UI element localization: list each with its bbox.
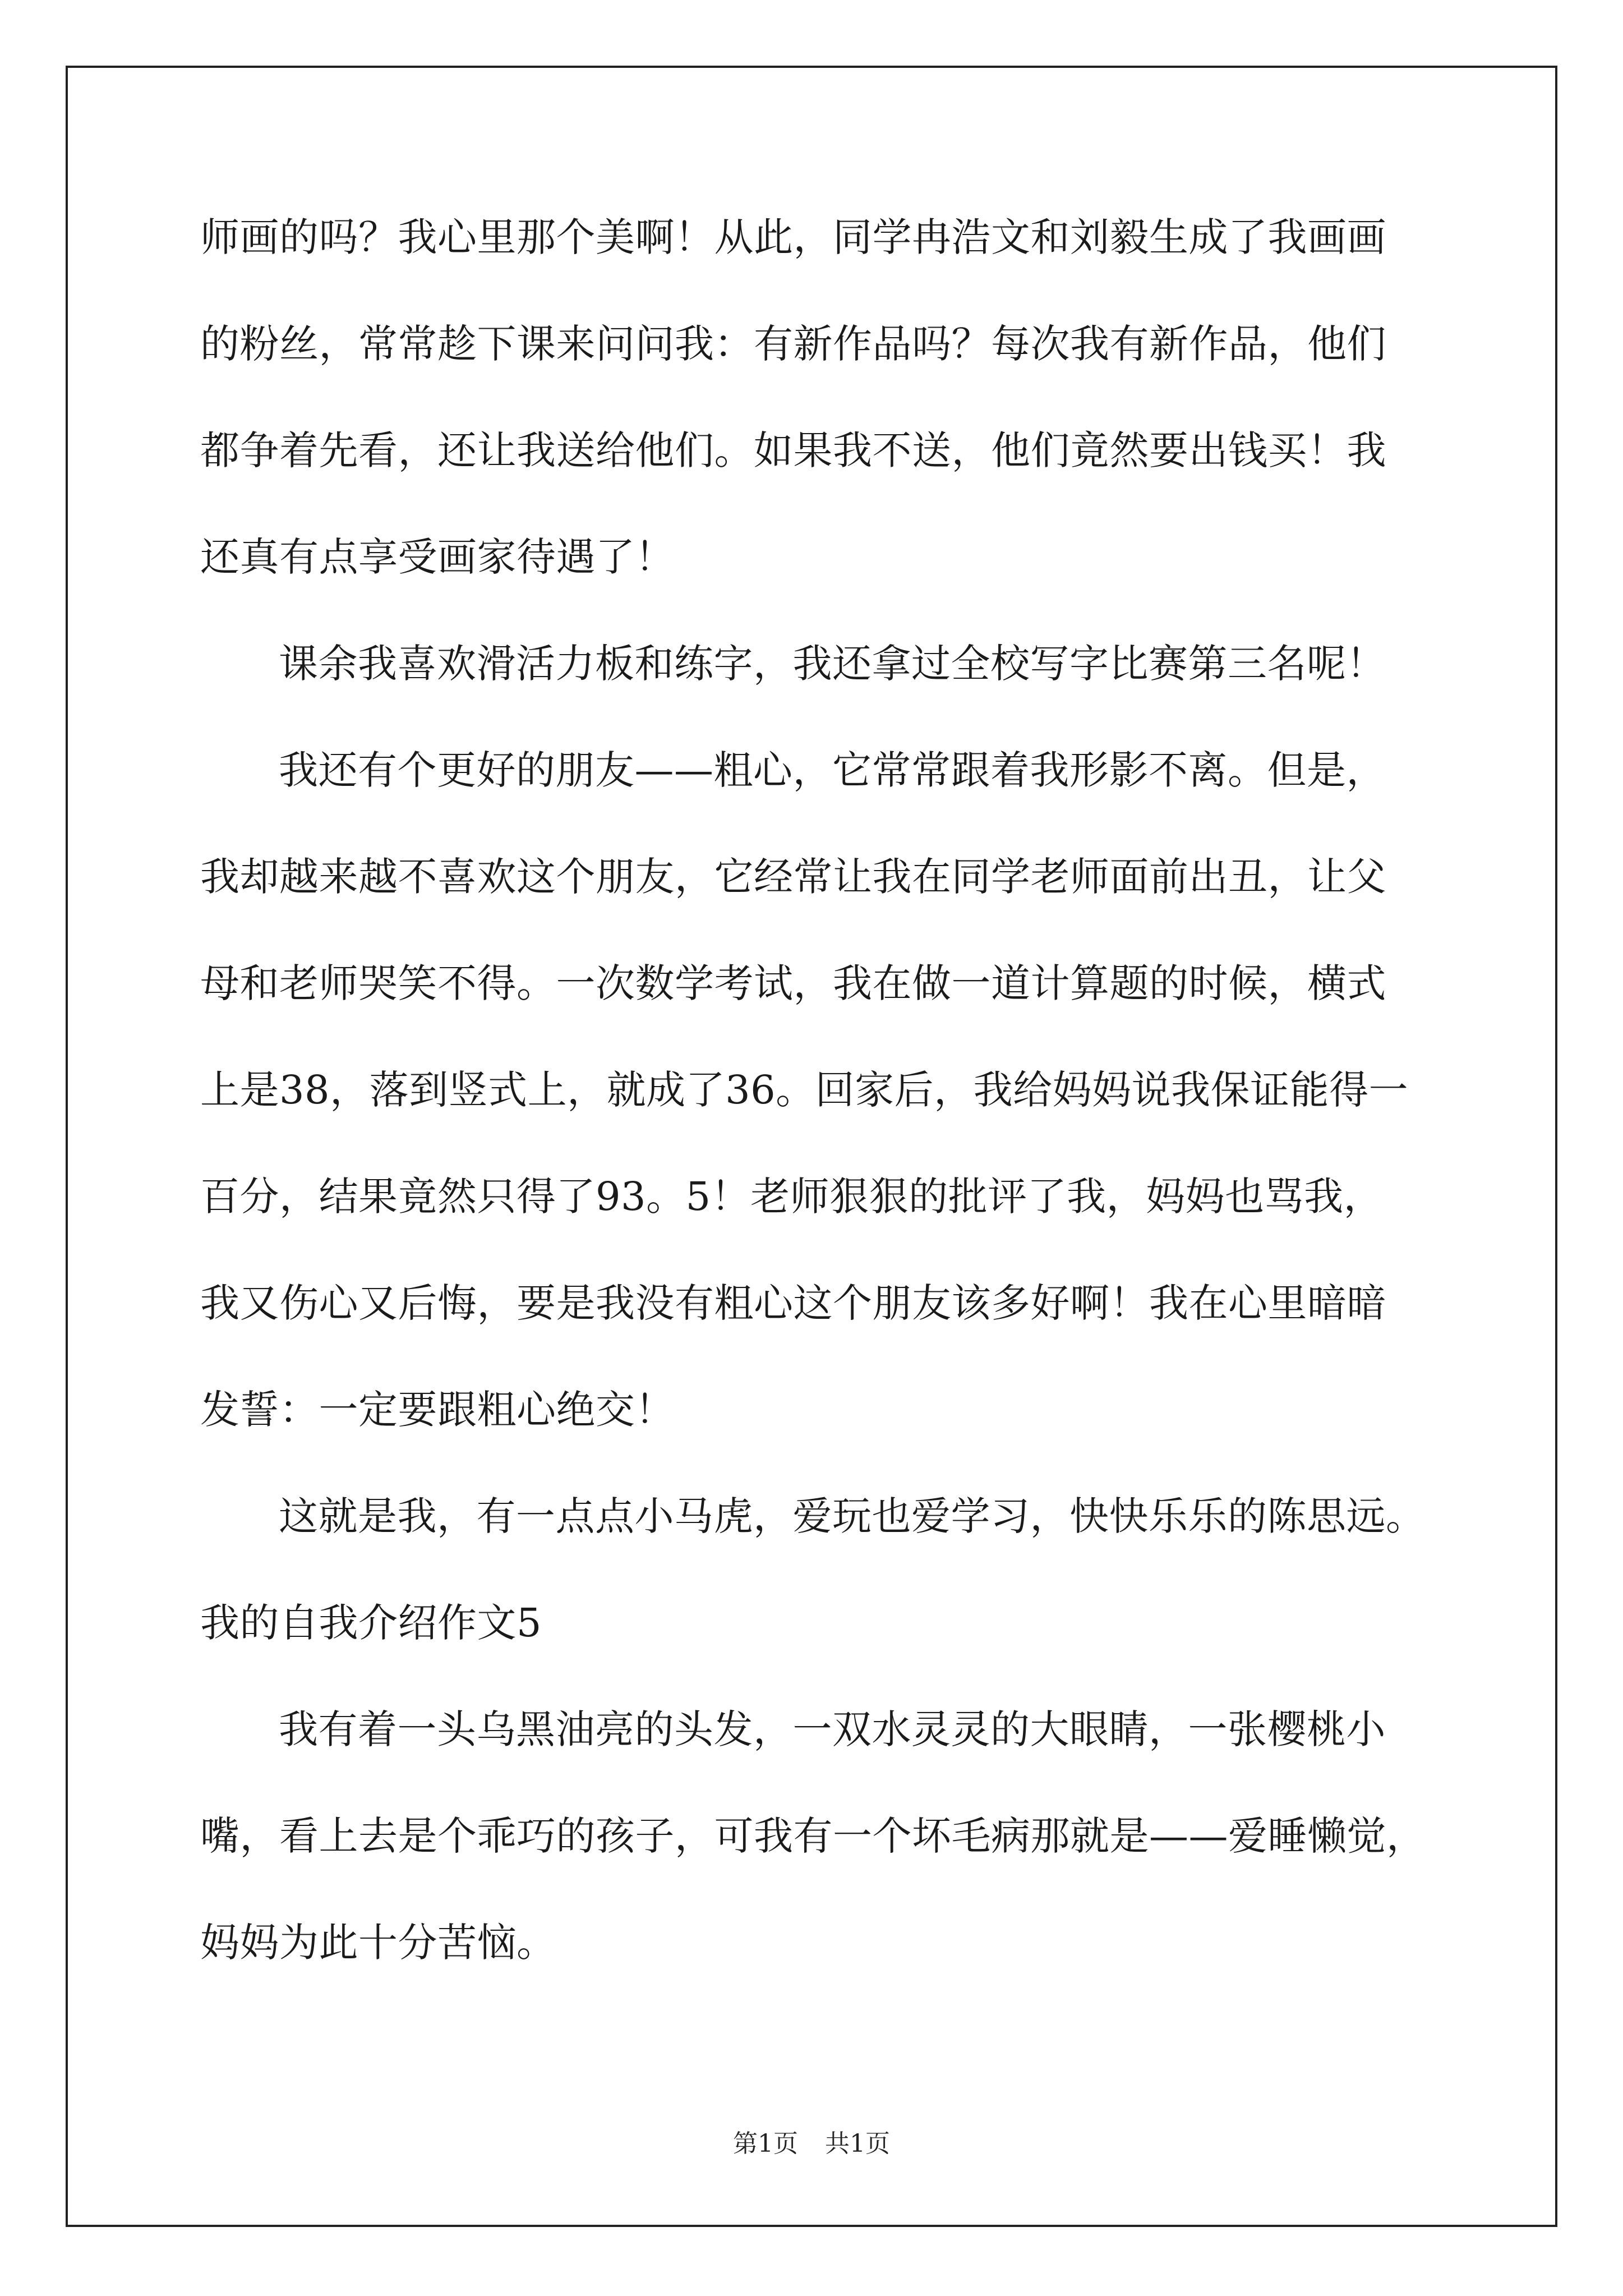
page-total: 共1页 bbox=[825, 2129, 890, 2158]
text-line: 母和老师哭笑不得。一次数学考试，我在做一道计算题的时候，横式 bbox=[200, 960, 1386, 1006]
text-line: 上是38，落到竖式上，就成了36。回家后，我给妈妈说我保证能得一 bbox=[200, 1067, 1409, 1113]
text-line: 都争着先看，还让我送给他们。如果我不送，他们竟然要出钱买！我 bbox=[200, 427, 1386, 473]
text-line: 我却越来越不喜欢这个朋友，它经常让我在同学老师面前出丑，让父 bbox=[200, 854, 1386, 900]
section-heading: 我的自我介绍作文5 bbox=[200, 1600, 542, 1646]
text-line: 我还有个更好的朋友——粗心，它常常跟着我形影不离。但是， bbox=[279, 747, 1386, 793]
text-line: 还真有点享受画家待遇了！ bbox=[200, 534, 675, 580]
page-footer bbox=[0, 2129, 1623, 2158]
text-line: 课余我喜欢滑活力板和练字，我还拿过全校写字比赛第三名呢！ bbox=[279, 641, 1386, 687]
text-line: 的粉丝，常常趁下课来问问我：有新作品吗？每次我有新作品，他们 bbox=[200, 321, 1386, 367]
text-line: 百分，结果竟然只得了93。5！老师狠狠的批评了我，妈妈也骂我， bbox=[200, 1174, 1384, 1220]
text-line: 我又伤心又后悔，要是我没有粗心这个朋友该多好啊！我在心里暗暗 bbox=[200, 1280, 1386, 1326]
text-line: 师画的吗？我心里那个美啊！从此，同学冉浩文和刘毅生成了我画画 bbox=[200, 214, 1386, 260]
text-line: 妈妈为此十分苦恼。 bbox=[200, 1920, 556, 1966]
text-line: 这就是我，有一点点小马虎，爱玩也爱学习，快快乐乐的陈思远。 bbox=[279, 1493, 1426, 1539]
text-line: 发誓：一定要跟粗心绝交！ bbox=[200, 1387, 675, 1433]
text-line: 我有着一头乌黑油亮的头发，一双水灵灵的大眼睛，一张樱桃小 bbox=[279, 1706, 1386, 1752]
text-line: 嘴，看上去是个乖巧的孩子，可我有一个坏毛病那就是——爱睡懒觉， bbox=[200, 1813, 1426, 1859]
document-body bbox=[200, 214, 1445, 2030]
page-number: 第1页 bbox=[733, 2129, 798, 2158]
